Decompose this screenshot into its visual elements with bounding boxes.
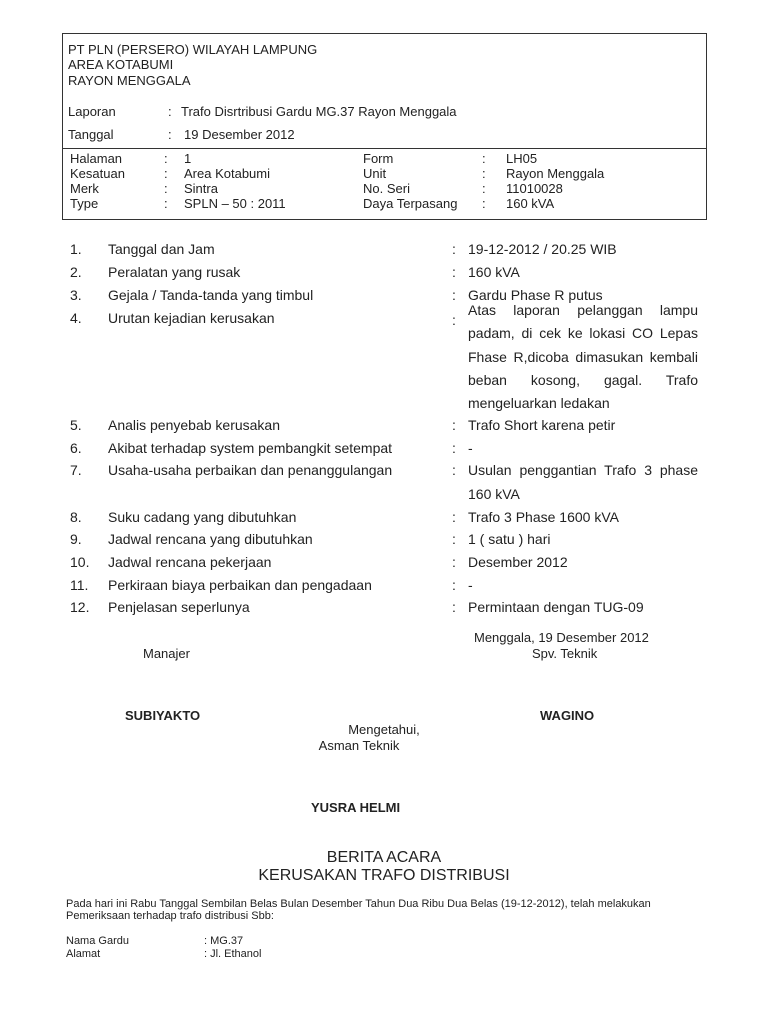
item-value: Permintaan dengan TUG-09 — [468, 599, 644, 615]
item-value-line: padam, di cek ke lokasi CO Lepas — [468, 325, 698, 341]
item-value-line: Usulan penggantian Trafo 3 phase — [468, 462, 698, 478]
nama-gardu-value: : MG.37 — [204, 935, 244, 947]
item-label: Akibat terhadap system pembangkit setempat — [108, 440, 393, 456]
item-label: Gejala / Tanda-tanda yang timbul — [108, 287, 314, 303]
info-colon: : — [482, 151, 486, 166]
item-number: 4. — [70, 310, 82, 326]
item-colon: : — [452, 417, 456, 433]
item-label: Usaha-usaha perbaikan dan penanggulangan — [108, 462, 393, 478]
info-form-value: LH05 — [506, 151, 538, 166]
spv-title: Spv. Teknik — [532, 646, 598, 661]
item-number: 7. — [70, 462, 82, 478]
place-date: Menggala, 19 Desember 2012 — [474, 630, 649, 645]
item-value: - — [468, 440, 473, 456]
item-label: Jadwal rencana pekerjaan — [108, 554, 272, 570]
item-value: Trafo 3 Phase 1600 kVA — [468, 509, 619, 525]
info-type-value: SPLN – 50 : 2011 — [184, 196, 286, 211]
item-value: Gardu Phase R putus — [468, 287, 603, 303]
item-colon: : — [452, 509, 456, 525]
item-value-line: Fhase R,dicoba dimasukan kembali — [468, 349, 698, 365]
item-value: 160 kVA — [468, 264, 520, 280]
info-colon: : — [164, 151, 168, 166]
item-number: 2. — [70, 264, 82, 280]
area-name: AREA KOTABUMI — [68, 57, 174, 72]
item-number: 11. — [70, 577, 89, 593]
berita-paragraph-line: Pada hari ini Rabu Tanggal Sembilan Belas Bulan Desember Tahun Dua Ribu Dua Belas (19-12-2012), telah melakukan — [66, 898, 651, 910]
info-unit-value: Rayon Menggala — [506, 166, 605, 181]
item-label: Suku cadang yang dibutuhkan — [108, 509, 297, 525]
laporan-value: Trafo Disrtribusi Gardu MG.37 Rayon Menggala — [181, 104, 457, 119]
header-divider — [62, 148, 707, 149]
berita-paragraph-line: Pemeriksaan terhadap trafo distribusi Sbb: — [66, 910, 274, 922]
item-number: 3. — [70, 287, 82, 303]
info-kesatuan-value: Area Kotabumi — [184, 166, 270, 181]
item-number: 6. — [70, 440, 82, 456]
item-value-line: beban kosong, gagal. Trafo — [468, 372, 698, 388]
berita-title: BERITA ACARA — [326, 849, 442, 866]
item-value: 19-12-2012 / 20.25 WIB — [468, 241, 617, 257]
info-noseri-value: 11010028 — [506, 181, 563, 196]
info-colon: : — [482, 181, 486, 196]
laporan-colon: : — [168, 104, 172, 119]
manajer-title: Manajer — [143, 646, 190, 661]
info-colon: : — [482, 166, 486, 181]
item-value: Trafo Short karena petir — [468, 417, 616, 433]
item-colon: : — [452, 599, 456, 615]
info-colon: : — [482, 196, 486, 211]
item-value-line: 160 kVA — [468, 486, 520, 502]
tanggal-colon: : — [168, 127, 172, 142]
item-colon: : — [452, 440, 456, 456]
info-noseri-label: No. Seri — [363, 181, 410, 196]
item-number: 9. — [70, 531, 82, 547]
alamat-label: Alamat — [66, 948, 101, 960]
item-label: Penjelasan seperlunya — [108, 599, 250, 615]
laporan-label: Laporan — [68, 104, 116, 119]
item-colon: : — [452, 462, 456, 478]
item-label: Perkiraan biaya perbaikan dan pengadaan — [108, 577, 372, 593]
info-type-label: Type — [70, 196, 99, 211]
info-colon: : — [164, 196, 168, 211]
info-colon: : — [164, 166, 168, 181]
item-number: 5. — [70, 417, 82, 433]
nama-gardu-label: Nama Gardu — [66, 935, 129, 947]
item-colon: : — [452, 287, 456, 303]
item-value: Desember 2012 — [468, 554, 568, 570]
item-value-line: mengeluarkan ledakan — [468, 395, 610, 411]
item-number: 1. — [70, 241, 82, 257]
berita-subtitle: KERUSAKAN TRAFO DISTRIBUSI — [258, 867, 510, 884]
item-number: 12. — [70, 599, 90, 615]
item-colon: : — [452, 577, 456, 593]
item-value: 1 ( satu ) hari — [468, 531, 551, 547]
info-kesatuan-label: Kesatuan — [70, 166, 125, 181]
tanggal-label: Tanggal — [68, 127, 114, 142]
tanggal-value: 19 Desember 2012 — [184, 127, 295, 142]
item-label: Analis penyebab kerusakan — [108, 417, 281, 433]
item-colon: : — [452, 531, 456, 547]
info-halaman-value: 1 — [184, 151, 192, 166]
item-label: Peralatan yang rusak — [108, 264, 241, 280]
item-label: Jadwal rencana yang dibutuhkan — [108, 531, 313, 547]
item-colon: : — [452, 264, 456, 280]
info-unit-label: Unit — [363, 166, 387, 181]
asman-title: Asman Teknik — [318, 738, 400, 753]
item-colon: : — [452, 312, 456, 328]
info-daya-value: 160 kVA — [506, 196, 555, 211]
alamat-value: : Jl. Ethanol — [204, 948, 262, 960]
item-number: 8. — [70, 509, 82, 525]
item-value-line: Atas laporan pelanggan lampu — [468, 302, 698, 318]
item-label: Urutan kejadian kerusakan — [108, 310, 275, 326]
info-merk-label: Merk — [70, 181, 99, 196]
info-colon: : — [164, 181, 168, 196]
rayon-name: RAYON MENGGALA — [68, 73, 191, 88]
item-value: - — [468, 577, 473, 593]
item-colon: : — [452, 554, 456, 570]
spv-name: WAGINO — [540, 708, 595, 723]
info-form-label: Form — [363, 151, 394, 166]
manajer-name: SUBIYAKTO — [125, 708, 201, 723]
asman-name: YUSRA HELMI — [311, 800, 401, 815]
info-merk-value: Sintra — [184, 181, 218, 196]
item-label: Tanggal dan Jam — [108, 241, 215, 257]
company-name: PT PLN (PERSERO) WILAYAH LAMPUNG — [68, 42, 318, 57]
mengetahui-label: Mengetahui, — [348, 722, 420, 737]
info-halaman-label: Halaman — [70, 151, 123, 166]
item-colon: : — [452, 241, 456, 257]
item-number: 10. — [70, 554, 90, 570]
info-daya-label: Daya Terpasang — [363, 196, 458, 211]
